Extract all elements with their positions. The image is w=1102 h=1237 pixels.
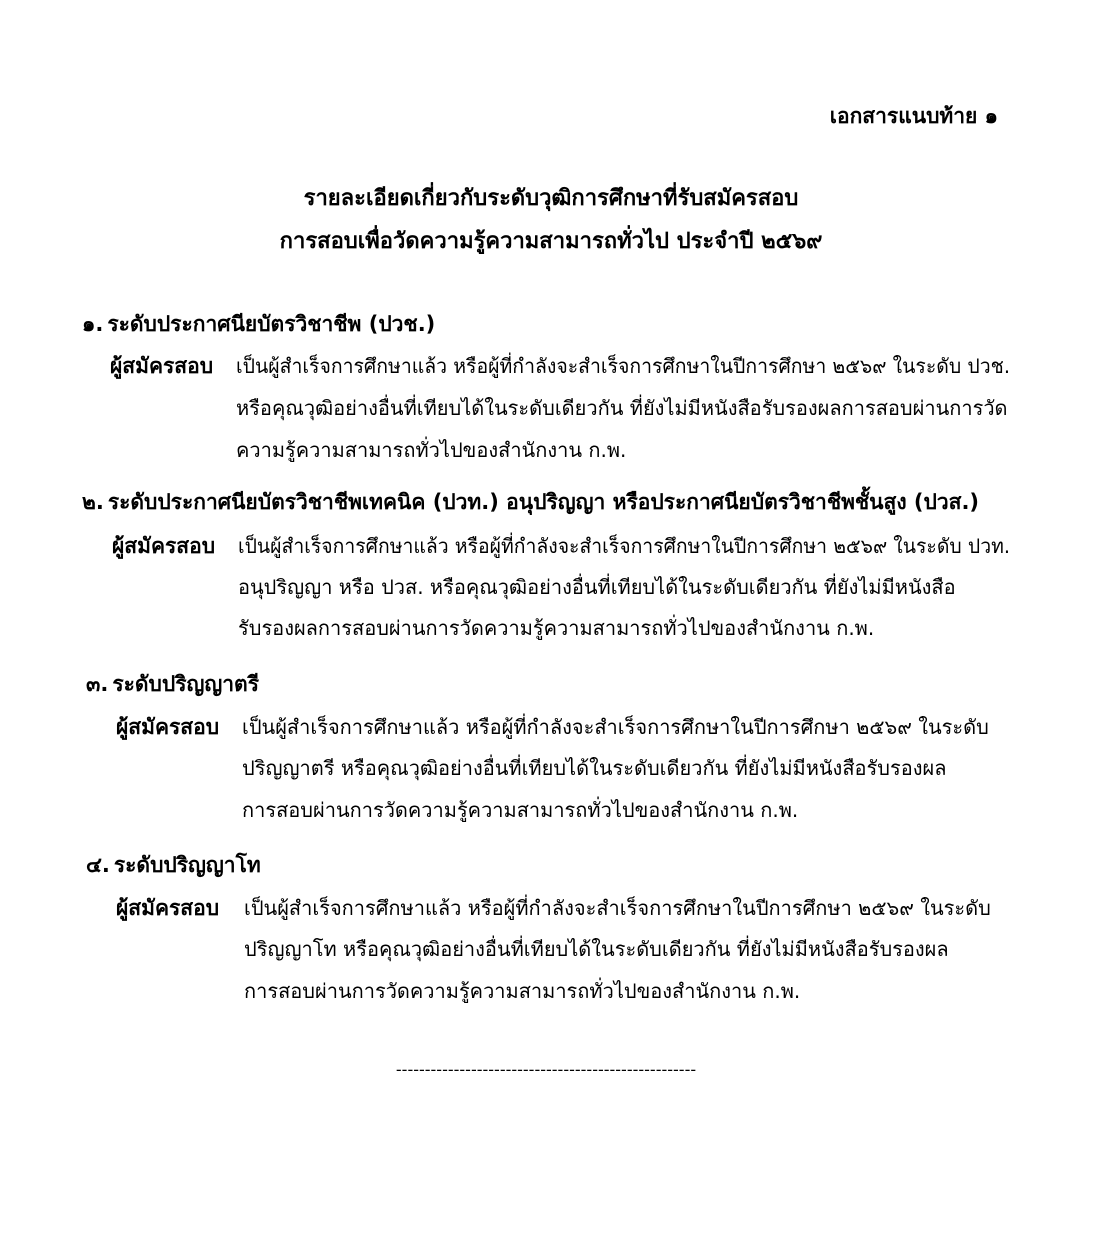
section-2-line-3: รับรองผลการสอบผ่านการวัดความรู้ความสามารถทั่วไปของสำนักงาน ก.พ. <box>238 616 875 640</box>
section-4-line-1: เป็นผู้สำเร็จการศึกษาแล้ว หรือผู้ที่กำลังจะสำเร็จการศึกษาในปีการศึกษา ๒๕๖๙ ในระดับ <box>244 896 991 920</box>
section-3-line-3: การสอบผ่านการวัดความรู้ความสามารถทั่วไปของสำนักงาน ก.พ. <box>242 798 799 822</box>
section-2-heading <box>82 486 979 518</box>
section-4-number: ๔. <box>86 853 110 877</box>
section-1-line-3: ความรู้ความสามารถทั่วไปของสำนักงาน ก.พ. <box>236 438 627 462</box>
section-4-applicant-label: ผู้สมัครสอบ <box>116 896 220 920</box>
section-3-heading <box>86 668 259 700</box>
section-1-line-2: หรือคุณวุฒิอย่างอื่นที่เทียบได้ในระดับเดียวกัน ที่ยังไม่มีหนังสือรับรองผลการสอบผ่านการวัด <box>236 396 1008 420</box>
section-1-title: ระดับประกาศนียบัตรวิชาชีพ (ปวช.) <box>107 312 436 336</box>
section-1-applicant-label: ผู้สมัครสอบ <box>110 354 214 378</box>
section-2-title: ระดับประกาศนียบัตรวิชาชีพเทคนิค (ปวท.) อนุปริญญา หรือประกาศนียบัตรวิชาชีพชั้นสูง (ปวส.) <box>107 490 980 514</box>
section-3-line-1: เป็นผู้สำเร็จการศึกษาแล้ว หรือผู้ที่กำลังจะสำเร็จการศึกษาในปีการศึกษา ๒๕๖๙ ในระดับ <box>242 715 989 739</box>
section-4-title: ระดับปริญญาโท <box>113 853 261 877</box>
section-4-line-3: การสอบผ่านการวัดความรู้ความสามารถทั่วไปของสำนักงาน ก.พ. <box>244 979 801 1003</box>
section-3-line-2: ปริญญาตรี หรือคุณวุฒิอย่างอื่นที่เทียบได้ในระดับเดียวกัน ที่ยังไม่มีหนังสือรับรองผล <box>242 756 947 780</box>
section-2-line-1: เป็นผู้สำเร็จการศึกษาแล้ว หรือผู้ที่กำลังจะสำเร็จการศึกษาในปีการศึกษา ๒๕๖๙ ในระดับ ปวท. <box>238 534 1011 558</box>
section-2-applicant-label: ผู้สมัครสอบ <box>112 534 216 558</box>
section-1-heading <box>82 308 435 340</box>
section-4-line-2: ปริญญาโท หรือคุณวุฒิอย่างอื่นที่เทียบได้ในระดับเดียวกัน ที่ยังไม่มีหนังสือรับรองผล <box>244 937 949 961</box>
section-1-number: ๑. <box>82 312 104 336</box>
section-1-line-1: เป็นผู้สำเร็จการศึกษาแล้ว หรือผู้ที่กำลังจะสำเร็จการศึกษาในปีการศึกษา ๒๕๖๙ ในระดับ ปวช. <box>236 354 1010 378</box>
document-title-line-1: รายละเอียดเกี่ยวกับระดับวุฒิการศึกษาที่รับสมัครสอบ <box>303 186 799 211</box>
section-3-title: ระดับปริญญาตรี <box>112 672 259 696</box>
section-2-line-2: อนุปริญญา หรือ ปวส. หรือคุณวุฒิอย่างอื่นที่เทียบได้ในระดับเดียวกัน ที่ยังไม่มีหนังสือ <box>238 575 956 599</box>
section-3-applicant-label: ผู้สมัครสอบ <box>116 715 220 739</box>
section-4-heading <box>86 849 261 881</box>
section-2-number: ๒. <box>82 490 104 514</box>
attachment-label: เอกสารแนบท้าย ๑ <box>829 104 998 128</box>
section-3-number: ๓. <box>86 672 109 696</box>
document-title-line-2: การสอบเพื่อวัดความรู้ความสามารถทั่วไป ประจำปี ๒๕๖๙ <box>279 229 823 254</box>
end-divider: ---------------------------------------------------- <box>395 1060 697 1079</box>
